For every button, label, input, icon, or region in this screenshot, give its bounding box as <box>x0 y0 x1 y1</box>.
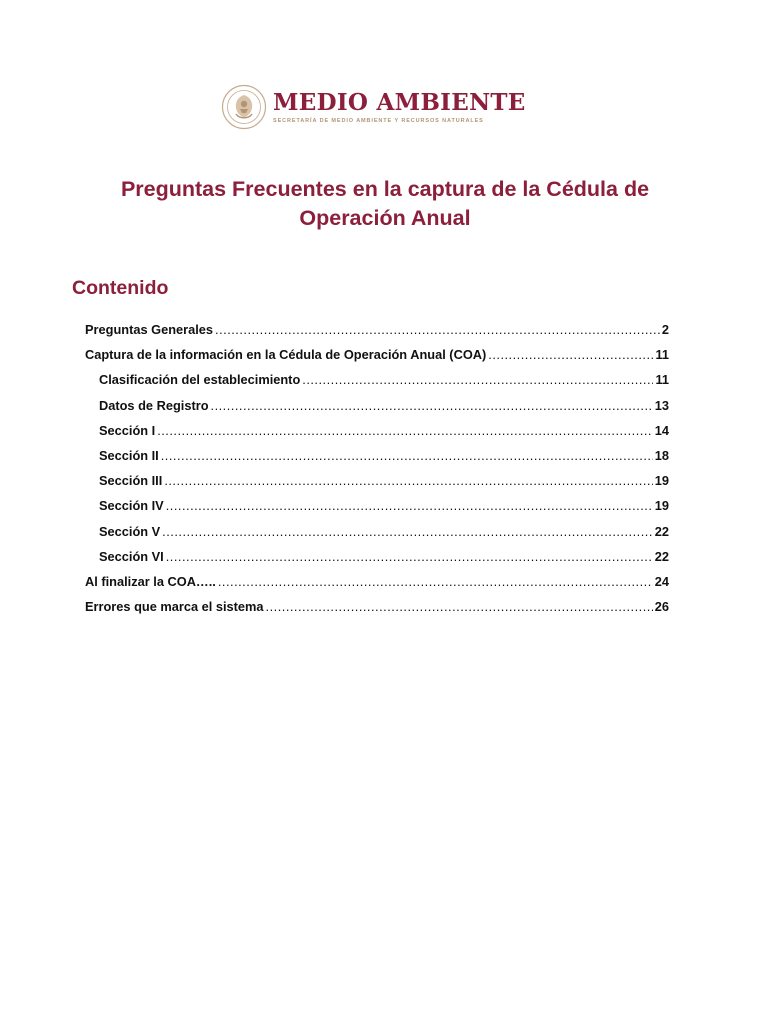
toc-leader-dots <box>211 398 653 413</box>
toc-entry[interactable] <box>85 347 669 372</box>
toc-entry-label: Sección IV <box>99 498 164 514</box>
toc-entry-page: 11 <box>655 372 669 388</box>
toc-entry-label: Sección V <box>99 523 161 539</box>
toc-subentry[interactable] <box>85 524 669 549</box>
toc-subentry[interactable] <box>85 473 669 498</box>
toc-entry-page: 22 <box>654 523 669 539</box>
toc-leader-dots <box>166 498 653 513</box>
toc-entry-page: 11 <box>655 347 669 363</box>
toc-entry-label: Datos de Registro <box>99 397 209 413</box>
toc-entry-label: Sección VI <box>99 548 164 564</box>
toc-subentry[interactable] <box>85 372 669 397</box>
toc-entry-label: Sección I <box>99 422 156 438</box>
toc-leader-dots <box>157 423 653 438</box>
toc-leader-dots <box>161 448 653 463</box>
toc-entry-label: Al finalizar la COA….. <box>85 573 216 589</box>
toc-entry-label: Preguntas Generales <box>85 322 214 337</box>
toc-entry-page: 14 <box>654 422 669 438</box>
table-of-contents <box>85 322 669 624</box>
toc-entry-label: Captura de la información en la Cédula de Operación Anual (COA) <box>85 347 487 363</box>
toc-subentry[interactable] <box>85 498 669 523</box>
toc-subentry[interactable] <box>85 549 669 574</box>
toc-subentry[interactable] <box>85 423 669 448</box>
toc-entry-label: Errores que marca el sistema <box>85 599 264 615</box>
brand-name: MEDIO AMBIENTE <box>273 89 526 116</box>
toc-entry-label: Clasificación del establecimiento <box>99 372 301 388</box>
document-title <box>40 175 730 233</box>
toc-leader-dots <box>166 549 653 564</box>
toc-subentry[interactable] <box>85 448 669 473</box>
header-logo <box>221 84 526 130</box>
toc-leader-dots <box>164 473 652 488</box>
toc-entry-page: 2 <box>661 322 669 337</box>
toc-entry-label: Sección II <box>99 447 159 463</box>
brand-subtitle: SECRETARÍA DE MEDIO AMBIENTE Y RECURSOS NATURALES <box>273 118 484 124</box>
toc-leader-dots <box>218 574 653 589</box>
toc-entry-page: 19 <box>654 473 669 489</box>
document-title-line-2: Operación Anual <box>299 206 471 230</box>
toc-leader-dots <box>162 524 653 539</box>
toc-entry-page: 18 <box>654 447 669 463</box>
toc-entry-page: 13 <box>654 397 669 413</box>
document-title-line-1: Preguntas Frecuentes en la captura de la Cédula de <box>120 177 650 201</box>
toc-entry-page: 24 <box>654 573 669 589</box>
toc-entry-label: Sección III <box>99 473 163 489</box>
toc-entry[interactable] <box>85 322 669 347</box>
toc-entry[interactable] <box>85 574 669 599</box>
toc-entry-page: 19 <box>654 498 669 514</box>
toc-leader-dots <box>215 322 660 337</box>
toc-entry-page: 26 <box>654 599 669 615</box>
toc-leader-dots <box>266 599 653 614</box>
toc-leader-dots <box>302 372 653 387</box>
toc-entry[interactable] <box>85 599 669 624</box>
toc-subentry[interactable] <box>85 398 669 423</box>
toc-entry-page: 22 <box>654 548 669 564</box>
toc-leader-dots <box>488 347 653 362</box>
toc-heading: Contenido <box>72 277 169 299</box>
national-seal-icon <box>221 84 267 130</box>
